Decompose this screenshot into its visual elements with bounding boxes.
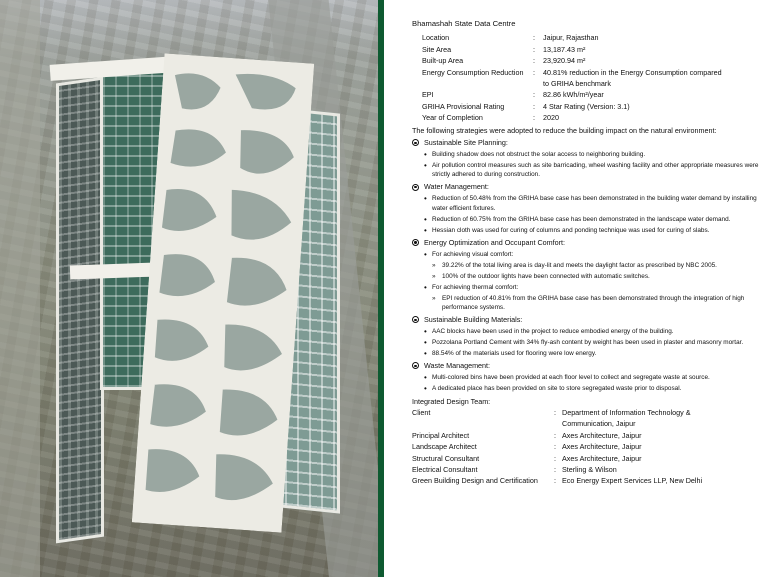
green-divider: [378, 0, 384, 577]
left-road: [0, 0, 40, 577]
colon: :: [533, 44, 535, 54]
energy-list-2: [424, 283, 762, 293]
team-list: [412, 407, 762, 487]
detail-value: [543, 67, 762, 90]
target-bullet-icon: [412, 139, 419, 146]
team-member-line1: Department of Information Technology &: [562, 408, 691, 417]
detail-row: [412, 112, 762, 123]
sub-list-item: » 100% of the outdoor lights have been connected with automatic switches.: [432, 272, 762, 282]
section-heading-energy: [412, 237, 762, 248]
team-member: Axes Architecture, Jaipur: [562, 453, 642, 463]
section-heading-site: [412, 137, 762, 148]
list-item: • Building shadow does not obstruct the solar access to neighboring building.: [424, 150, 762, 160]
team-row: [412, 475, 762, 486]
team-row: [412, 407, 762, 430]
team-role: Client: [412, 408, 431, 417]
list-item: • AAC blocks have been used in the project to reduce embodied energy of the building.: [424, 327, 762, 337]
colon: :: [554, 476, 556, 486]
section-heading-waste: [412, 360, 762, 371]
materials-list: [424, 327, 762, 359]
detail-key: GRIHA Provisional Rating: [422, 101, 505, 111]
energy-list: [424, 250, 762, 260]
team-member: Eco Energy Expert Services LLP, New Delhi: [562, 476, 703, 486]
detail-value: 82.86 kWh/m²/year: [543, 90, 604, 100]
team-row: [412, 441, 762, 452]
section-heading-water: [412, 181, 762, 192]
section-title: Waste Management:: [424, 361, 491, 371]
list-item: • For achieving thermal comfort:: [424, 283, 762, 293]
colon: :: [533, 90, 535, 100]
team-role: Green Building Design and Certification: [412, 476, 538, 486]
team-member-line2: Communication, Jaipur: [562, 419, 636, 429]
team-title: Integrated Design Team:: [412, 396, 491, 406]
list-item: • A dedicated place has been provided on site to store segregated waste prior to disposal.: [424, 384, 762, 394]
detail-key: Site Area: [422, 44, 452, 54]
detail-row: [412, 89, 762, 100]
list-item: • Multi-colored bins have been provided at each floor level to collect and segregate waste at source.: [424, 373, 762, 383]
colon: :: [554, 430, 556, 440]
detail-row: [412, 44, 762, 55]
sub-list-item: » 39.22% of the total living area is day-lit and meets the daylight factor as prescribed by NBC 2005.: [432, 261, 762, 271]
list-item: • Reduction of 60.75% from the GRIHA base case has been demonstrated in the landscape water demand.: [424, 215, 762, 225]
team-role: Structural Consultant: [412, 453, 480, 463]
section-title: Sustainable Building Materials:: [424, 315, 523, 325]
target-bullet-icon: [412, 362, 419, 369]
intro-text: The following strategies were adopted to reduce the building impact on the natural environment:: [412, 125, 717, 135]
project-title: Bhamashah State Data Centre: [412, 19, 516, 28]
detail-value-line2: to GRIHA benchmark: [543, 79, 611, 89]
detail-row: [412, 32, 762, 43]
team-member: Sterling & Wilson: [562, 465, 617, 475]
colon: :: [554, 442, 556, 452]
detail-key: Year of Completion: [422, 113, 483, 123]
site-list: [424, 150, 762, 180]
team-row: [412, 464, 762, 475]
section-title: Water Management:: [424, 182, 489, 192]
list-item: • Pozzolana Portland Cement with 34% fly-ash content by weight has been used in plaster and masonry mortar.: [424, 338, 762, 348]
section-title: Sustainable Site Planning:: [424, 138, 508, 148]
list-item: • Hessian cloth was used for curing of columns and ponding technique was used for curing of slabs.: [424, 226, 762, 236]
detail-row: [412, 55, 762, 66]
list-item: • Reduction of 50.48% from the GRIHA base case has been demonstrated in the building water demand by installing water efficient fixtures.: [424, 194, 762, 213]
team-role: Principal Architect: [412, 430, 470, 440]
colon: :: [554, 408, 556, 417]
colon: :: [554, 465, 556, 475]
team-member: Axes Architecture, Jaipur: [562, 430, 642, 440]
detail-value: Jaipur, Rajasthan: [543, 33, 599, 43]
colon: :: [554, 453, 556, 463]
water-list: [424, 194, 762, 235]
colon: :: [533, 33, 535, 43]
detail-value: 4 Star Rating (Version: 3.1): [543, 101, 630, 111]
detail-value: 2020: [543, 113, 559, 123]
team-member: [562, 407, 762, 430]
detail-key: Built-up Area: [422, 56, 464, 66]
detail-key: EPI: [422, 90, 434, 100]
waste-list: [424, 373, 762, 394]
section-heading-materials: [412, 314, 762, 325]
team-member: Axes Architecture, Jaipur: [562, 442, 642, 452]
visual-comfort-list: [432, 261, 762, 282]
detail-value: 23,920.94 m²: [543, 56, 586, 66]
colon: :: [533, 113, 535, 123]
colon: :: [533, 67, 535, 77]
detail-value: 13,187.43 m²: [543, 44, 586, 54]
detail-row: [412, 67, 762, 90]
team-role: Landscape Architect: [412, 442, 477, 452]
target-bullet-icon: [412, 184, 419, 191]
project-description: [412, 18, 762, 487]
target-bullet-icon: [412, 316, 419, 323]
detail-key: Location: [422, 33, 450, 43]
list-item: • Air pollution control measures such as site barricading, wheel washing facility and other appropriate measures were strictly adhered to during construction.: [424, 161, 762, 180]
colon: :: [533, 56, 535, 66]
detail-key: Energy Consumption Reduction: [422, 67, 524, 77]
team-row: [412, 430, 762, 441]
detail-value-line1: 40.81% reduction in the Energy Consumption compared: [543, 67, 722, 77]
list-item: • 88.54% of the materials used for flooring were low energy.: [424, 349, 762, 359]
section-title: Energy Optimization and Occupant Comfort:: [424, 237, 566, 247]
left-tower: [56, 77, 104, 544]
thermal-comfort-list: [432, 294, 762, 313]
sub-list-item: » EPI reduction of 40.81% from the GRIHA base case has been demonstrated through the integration of high performance systems.: [432, 294, 762, 313]
list-item: • For achieving visual comfort:: [424, 250, 762, 260]
building-photo: [0, 0, 378, 577]
colon: :: [533, 101, 535, 111]
detail-row: [412, 101, 762, 112]
target-bullet-icon: [412, 239, 419, 246]
team-role: Electrical Consultant: [412, 465, 478, 475]
team-row: [412, 453, 762, 464]
